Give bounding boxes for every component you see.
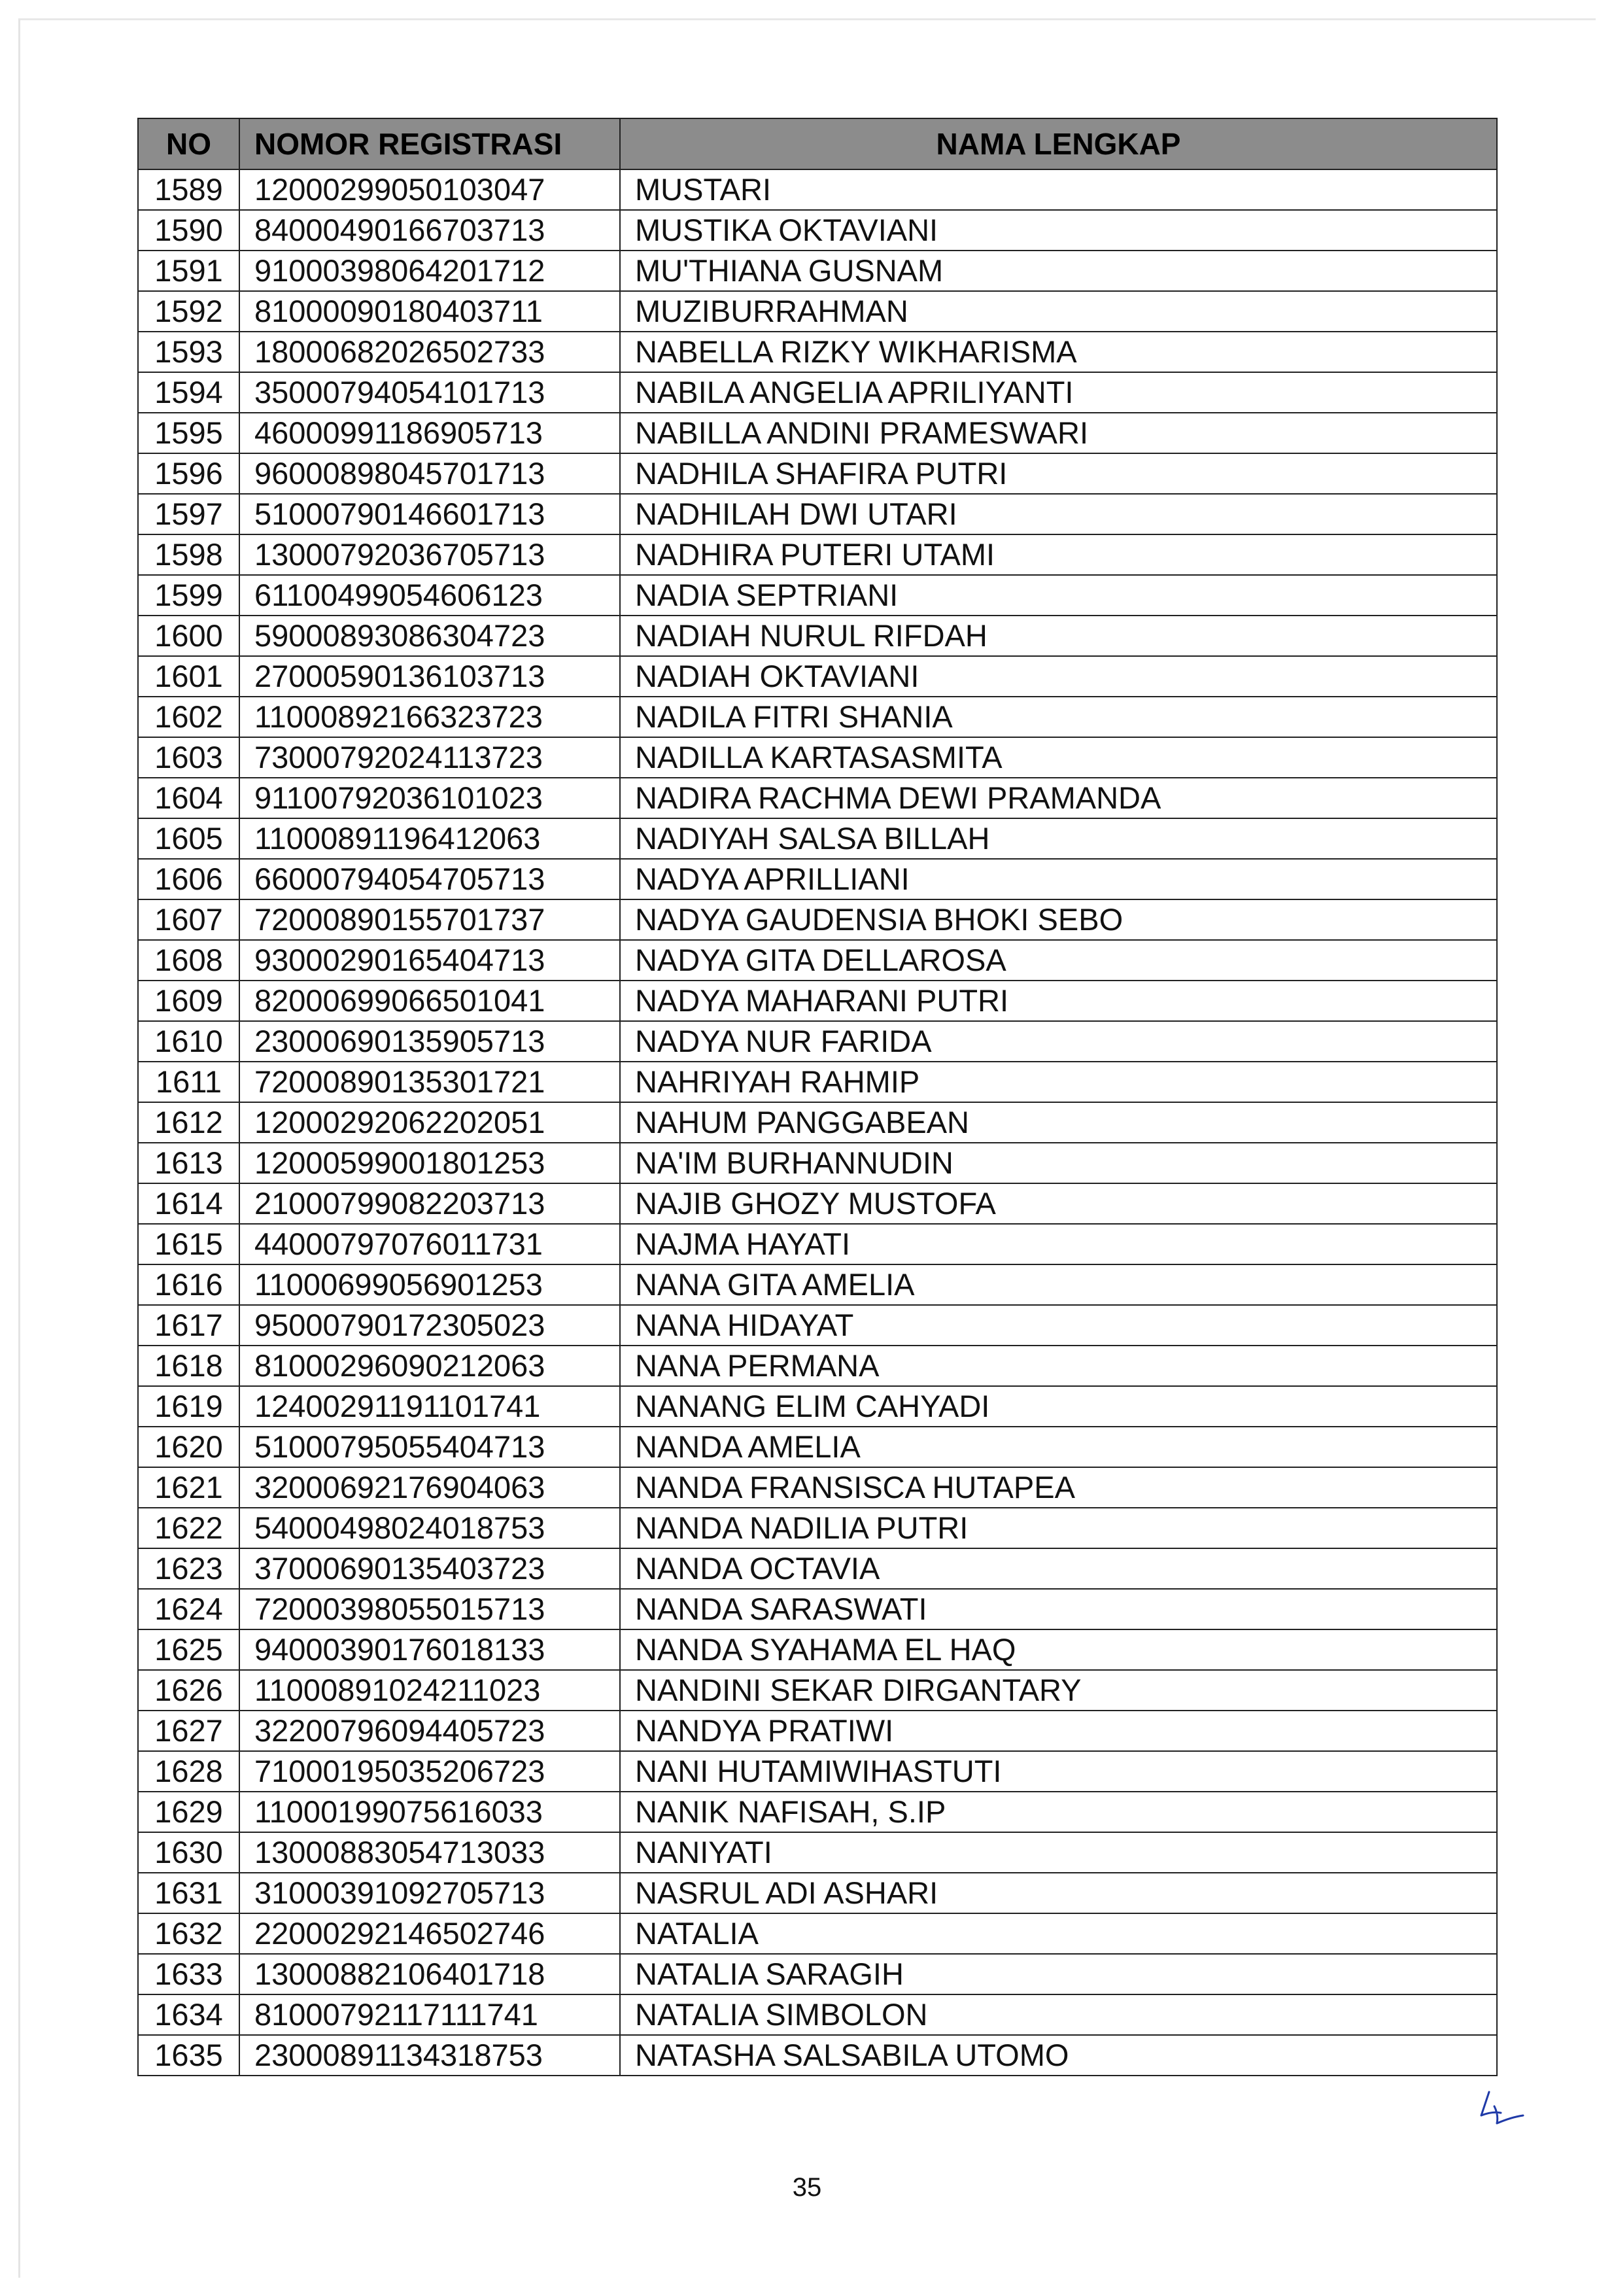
registration-number-cell: 91100792036101023 [239, 778, 620, 818]
full-name-cell: NANA GITA AMELIA [620, 1264, 1497, 1305]
table-row [138, 1386, 1497, 1427]
row-number-cell: 1589 [138, 169, 239, 210]
table-row [138, 413, 1497, 453]
registration-number-cell: 71000195035206723 [239, 1751, 620, 1792]
full-name-cell: NANDA FRANSISCA HUTAPEA [620, 1467, 1497, 1508]
table-row [138, 1670, 1497, 1711]
registration-number-cell: 13000882106401718 [239, 1954, 620, 1994]
row-number-cell: 1599 [138, 575, 239, 616]
row-number-cell: 1600 [138, 616, 239, 656]
registration-number-cell: 11000892166323723 [239, 697, 620, 737]
registration-number-cell: 18000682026502733 [239, 332, 620, 372]
full-name-cell: NATASHA SALSABILA UTOMO [620, 2035, 1497, 2076]
registration-number-cell: 11000699056901253 [239, 1264, 620, 1305]
table-row [138, 1346, 1497, 1386]
row-number-cell: 1614 [138, 1183, 239, 1224]
registration-number-cell: 13000883054713033 [239, 1832, 620, 1873]
registration-number-cell: 23000690135905713 [239, 1021, 620, 1062]
row-number-cell: 1611 [138, 1062, 239, 1102]
registration-number-cell: 96000898045701713 [239, 453, 620, 494]
full-name-cell: NANDYA PRATIWI [620, 1711, 1497, 1751]
table-row [138, 372, 1497, 413]
registration-number-cell: 12000299050103047 [239, 169, 620, 210]
row-number-cell: 1607 [138, 899, 239, 940]
row-number-cell: 1615 [138, 1224, 239, 1264]
registration-number-cell: 72000890135301721 [239, 1062, 620, 1102]
table-row [138, 818, 1497, 859]
row-number-cell: 1627 [138, 1711, 239, 1751]
full-name-cell: NANDA OCTAVIA [620, 1548, 1497, 1589]
row-number-cell: 1612 [138, 1102, 239, 1143]
full-name-cell: NADYA GITA DELLAROSA [620, 940, 1497, 981]
registration-number-cell: 35000794054101713 [239, 372, 620, 413]
full-name-cell: MUSTARI [620, 169, 1497, 210]
registration-number-cell: 46000991186905713 [239, 413, 620, 453]
full-name-cell: NADIAH NURUL RIFDAH [620, 616, 1497, 656]
table-row [138, 1021, 1497, 1062]
registration-number-cell: 94000390176018133 [239, 1629, 620, 1670]
table-row [138, 1508, 1497, 1548]
row-number-cell: 1595 [138, 413, 239, 453]
row-number-cell: 1592 [138, 291, 239, 332]
table-row [138, 575, 1497, 616]
full-name-cell: NADIAH OKTAVIANI [620, 656, 1497, 697]
registration-number-cell: 61100499054606123 [239, 575, 620, 616]
row-number-cell: 1598 [138, 534, 239, 575]
table-row [138, 1467, 1497, 1508]
row-number-cell: 1632 [138, 1913, 239, 1954]
full-name-cell: NANIK NAFISAH, S.IP [620, 1792, 1497, 1832]
full-name-cell: MU'THIANA GUSNAM [620, 251, 1497, 291]
row-number-cell: 1619 [138, 1386, 239, 1427]
signature-mark [1475, 2087, 1527, 2132]
full-name-cell: NATALIA SARAGIH [620, 1954, 1497, 1994]
row-number-cell: 1602 [138, 697, 239, 737]
row-number-cell: 1594 [138, 372, 239, 413]
full-name-cell: NASRUL ADI ASHARI [620, 1873, 1497, 1913]
full-name-cell: NADHIRA PUTERI UTAMI [620, 534, 1497, 575]
registration-number-cell: 31000391092705713 [239, 1873, 620, 1913]
row-number-cell: 1635 [138, 2035, 239, 2076]
registration-number-cell: 95000790172305023 [239, 1305, 620, 1346]
row-number-cell: 1609 [138, 981, 239, 1021]
row-number-cell: 1624 [138, 1589, 239, 1629]
registration-number-cell: 73000792024113723 [239, 737, 620, 778]
full-name-cell: NADIA SEPTRIANI [620, 575, 1497, 616]
table-row [138, 899, 1497, 940]
registration-number-cell: 11000199075616033 [239, 1792, 620, 1832]
full-name-cell: NANDA SARASWATI [620, 1589, 1497, 1629]
registration-number-cell: 11000891024211023 [239, 1670, 620, 1711]
row-number-cell: 1616 [138, 1264, 239, 1305]
table-row [138, 453, 1497, 494]
row-number-cell: 1610 [138, 1021, 239, 1062]
full-name-cell: NADYA NUR FARIDA [620, 1021, 1497, 1062]
page-number: 35 [792, 2173, 822, 2202]
row-number-cell: 1629 [138, 1792, 239, 1832]
full-name-cell: NANIYATI [620, 1832, 1497, 1873]
row-number-cell: 1608 [138, 940, 239, 981]
full-name-cell: NATALIA SIMBOLON [620, 1994, 1497, 2035]
table-row [138, 1305, 1497, 1346]
full-name-cell: MUSTIKA OKTAVIANI [620, 210, 1497, 251]
full-name-cell: NADYA APRILLIANI [620, 859, 1497, 899]
registration-number-cell: 32200796094405723 [239, 1711, 620, 1751]
full-name-cell: NABILA ANGELIA APRILIYANTI [620, 372, 1497, 413]
full-name-cell: NADILLA KARTASASMITA [620, 737, 1497, 778]
full-name-cell: NADYA GAUDENSIA BHOKI SEBO [620, 899, 1497, 940]
full-name-cell: NANI HUTAMIWIHASTUTI [620, 1751, 1497, 1792]
row-number-cell: 1617 [138, 1305, 239, 1346]
table-row [138, 1062, 1497, 1102]
full-name-cell: NADILA FITRI SHANIA [620, 697, 1497, 737]
header-no: NO [138, 118, 239, 169]
row-number-cell: 1623 [138, 1548, 239, 1589]
row-number-cell: 1620 [138, 1427, 239, 1467]
table-row [138, 1954, 1497, 1994]
row-number-cell: 1618 [138, 1346, 239, 1386]
row-number-cell: 1590 [138, 210, 239, 251]
table-row [138, 210, 1497, 251]
registration-number-cell: 12400291191101741 [239, 1386, 620, 1427]
registration-number-cell: 12000292062202051 [239, 1102, 620, 1143]
full-name-cell: NADHILA SHAFIRA PUTRI [620, 453, 1497, 494]
full-name-cell: NADYA MAHARANI PUTRI [620, 981, 1497, 1021]
registration-number-cell: 81000296090212063 [239, 1346, 620, 1386]
table-row [138, 494, 1497, 534]
registration-number-cell: 81000090180403711 [239, 291, 620, 332]
table-row [138, 1711, 1497, 1751]
registration-number-cell: 72000890155701737 [239, 899, 620, 940]
full-name-cell: NADHILAH DWI UTARI [620, 494, 1497, 534]
registration-number-cell: 51000790146601713 [239, 494, 620, 534]
full-name-cell: NANDINI SEKAR DIRGANTARY [620, 1670, 1497, 1711]
full-name-cell: NADIYAH SALSA BILLAH [620, 818, 1497, 859]
table-row [138, 1183, 1497, 1224]
full-name-cell: NANANG ELIM CAHYADI [620, 1386, 1497, 1427]
registration-number-cell: 54000498024018753 [239, 1508, 620, 1548]
full-name-cell: NABILLA ANDINI PRAMESWARI [620, 413, 1497, 453]
registration-number-cell: 13000792036705713 [239, 534, 620, 575]
registration-number-cell: 44000797076011731 [239, 1224, 620, 1264]
registration-number-cell: 81000792117111741 [239, 1994, 620, 2035]
full-name-cell: NANA HIDAYAT [620, 1305, 1497, 1346]
row-number-cell: 1597 [138, 494, 239, 534]
table-row [138, 1589, 1497, 1629]
full-name-cell: NAJIB GHOZY MUSTOFA [620, 1183, 1497, 1224]
table-row [138, 656, 1497, 697]
table-row [138, 1548, 1497, 1589]
registration-number-cell: 82000699066501041 [239, 981, 620, 1021]
table-row [138, 1994, 1497, 2035]
full-name-cell: NANDA NADILIA PUTRI [620, 1508, 1497, 1548]
table-row [138, 291, 1497, 332]
table-row [138, 332, 1497, 372]
registration-number-cell: 59000893086304723 [239, 616, 620, 656]
table-row [138, 1792, 1497, 1832]
registration-number-cell: 21000799082203713 [239, 1183, 620, 1224]
row-number-cell: 1604 [138, 778, 239, 818]
registration-number-cell: 22000292146502746 [239, 1913, 620, 1954]
table-row [138, 940, 1497, 981]
row-number-cell: 1603 [138, 737, 239, 778]
row-number-cell: 1628 [138, 1751, 239, 1792]
row-number-cell: 1605 [138, 818, 239, 859]
table-row [138, 1102, 1497, 1143]
row-number-cell: 1633 [138, 1954, 239, 1994]
header-row [138, 118, 1497, 169]
table-row [138, 251, 1497, 291]
table-row [138, 1224, 1497, 1264]
row-number-cell: 1606 [138, 859, 239, 899]
row-number-cell: 1622 [138, 1508, 239, 1548]
table-body [138, 169, 1497, 2076]
row-number-cell: 1621 [138, 1467, 239, 1508]
table-header [138, 118, 1497, 169]
registration-number-cell: 51000795055404713 [239, 1427, 620, 1467]
registration-table [137, 118, 1498, 2076]
table-row [138, 737, 1497, 778]
header-full-name: NAMA LENGKAP [620, 118, 1497, 169]
full-name-cell: NANA PERMANA [620, 1346, 1497, 1386]
registration-number-cell: 84000490166703713 [239, 210, 620, 251]
row-number-cell: 1613 [138, 1143, 239, 1183]
row-number-cell: 1634 [138, 1994, 239, 2035]
registration-number-cell: 32000692176904063 [239, 1467, 620, 1508]
table-row [138, 2035, 1497, 2076]
registration-number-cell: 72000398055015713 [239, 1589, 620, 1629]
table-row [138, 697, 1497, 737]
table-row [138, 981, 1497, 1021]
row-number-cell: 1596 [138, 453, 239, 494]
table-row [138, 1832, 1497, 1873]
registration-number-cell: 66000794054705713 [239, 859, 620, 899]
row-number-cell: 1625 [138, 1629, 239, 1670]
table-row [138, 1751, 1497, 1792]
full-name-cell: NAJMA HAYATI [620, 1224, 1497, 1264]
row-number-cell: 1631 [138, 1873, 239, 1913]
full-name-cell: MUZIBURRAHMAN [620, 291, 1497, 332]
row-number-cell: 1591 [138, 251, 239, 291]
row-number-cell: 1601 [138, 656, 239, 697]
row-number-cell: 1630 [138, 1832, 239, 1873]
table-row [138, 859, 1497, 899]
full-name-cell: NAHRIYAH RAHMIP [620, 1062, 1497, 1102]
registration-number-cell: 37000690135403723 [239, 1548, 620, 1589]
table-row [138, 616, 1497, 656]
table-row [138, 1427, 1497, 1467]
table-row [138, 1143, 1497, 1183]
table-row [138, 1913, 1497, 1954]
registration-number-cell: 27000590136103713 [239, 656, 620, 697]
registration-number-cell: 23000891134318753 [239, 2035, 620, 2076]
registration-number-cell: 12000599001801253 [239, 1143, 620, 1183]
full-name-cell: NAHUM PANGGABEAN [620, 1102, 1497, 1143]
table-row [138, 1873, 1497, 1913]
table-row [138, 1264, 1497, 1305]
full-name-cell: NABELLA RIZKY WIKHARISMA [620, 332, 1497, 372]
row-number-cell: 1593 [138, 332, 239, 372]
table-row [138, 778, 1497, 818]
table-row [138, 1629, 1497, 1670]
full-name-cell: NA'IM BURHANNUDIN [620, 1143, 1497, 1183]
table-row [138, 169, 1497, 210]
header-registration-number: NOMOR REGISTRASI [239, 118, 620, 169]
full-name-cell: NADIRA RACHMA DEWI PRAMANDA [620, 778, 1497, 818]
row-number-cell: 1626 [138, 1670, 239, 1711]
registration-number-cell: 11000891196412063 [239, 818, 620, 859]
registration-number-cell: 93000290165404713 [239, 940, 620, 981]
full-name-cell: NATALIA [620, 1913, 1497, 1954]
full-name-cell: NANDA SYAHAMA EL HAQ [620, 1629, 1497, 1670]
registration-number-cell: 91000398064201712 [239, 251, 620, 291]
full-name-cell: NANDA AMELIA [620, 1427, 1497, 1467]
table-row [138, 534, 1497, 575]
